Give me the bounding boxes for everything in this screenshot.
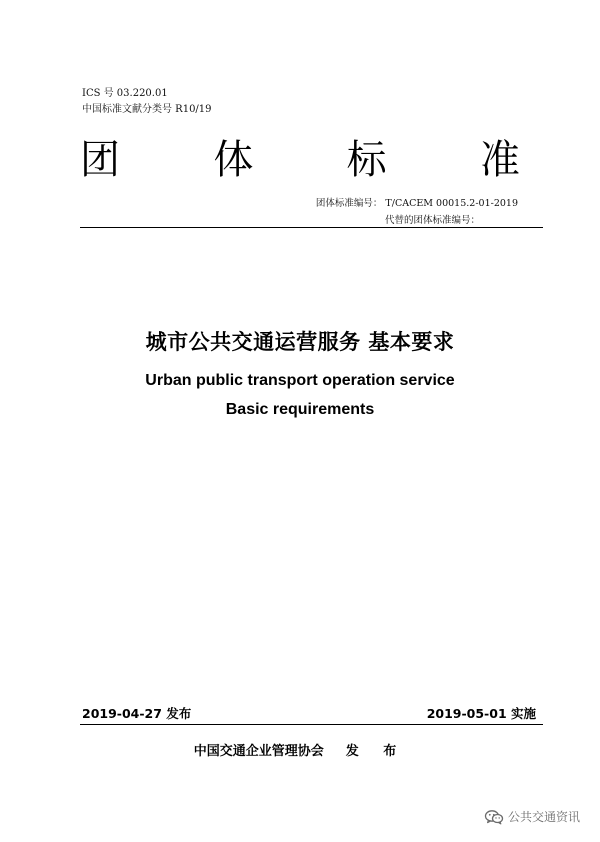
title-english-line2: Basic requirements (225, 401, 375, 418)
standard-type-char: 体 (213, 137, 254, 183)
standard-type-char: 团 (80, 137, 120, 183)
title-chinese: 城市公共交通运营服务 基本要求 (145, 330, 455, 354)
watermark-text: 公共交通资讯 (507, 810, 580, 824)
footer-divider (80, 724, 543, 725)
wechat-icon (484, 809, 504, 825)
standard-number: 团体标准编号： T/CACEM 00015.2-01-2019 (315, 198, 518, 209)
replaces-number: 代替的团体标准编号： (384, 215, 480, 226)
standard-type-heading (80, 138, 520, 182)
header-divider (80, 227, 543, 228)
ics-number: ICS 号 03.220.01 (82, 88, 168, 99)
publisher-line (0, 740, 600, 759)
watermark (484, 808, 580, 825)
standard-type-char: 准 (479, 137, 520, 183)
publisher-name: 中国交通企业管理协会 (193, 744, 324, 759)
implementation-date: 2019-05-01 实施 (426, 706, 536, 721)
publish-action: 发 布 (345, 744, 407, 759)
standard-type-char: 标 (346, 137, 387, 183)
title-english-line1: Urban public transport operation service (145, 372, 455, 389)
issue-date: 2019-04-27 发布 (82, 706, 192, 721)
ccs-classification: 中国标准文献分类号 R10/19 (82, 104, 212, 115)
